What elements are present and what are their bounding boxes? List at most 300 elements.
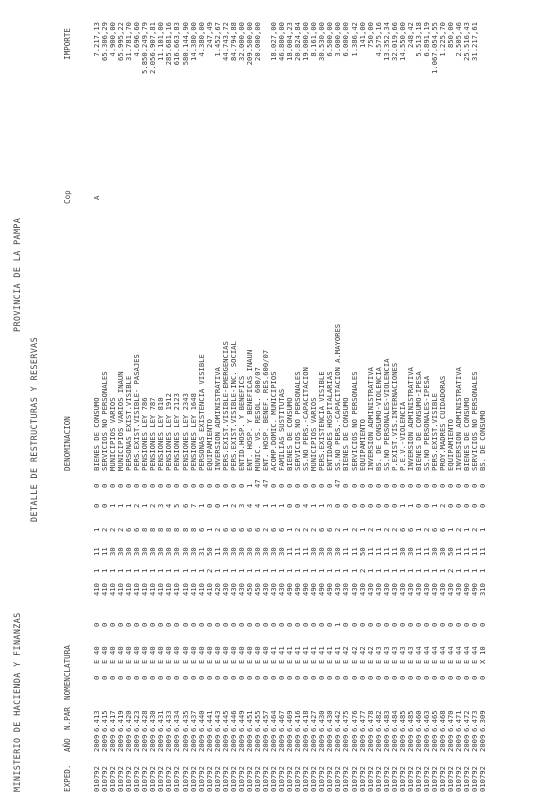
- row-code-m: 0: [413, 675, 423, 680]
- row-code-g: 1: [285, 527, 295, 532]
- row-code-b: 0: [381, 622, 391, 627]
- row-expediente: 010792: [100, 766, 110, 792]
- row-code-e: E: [92, 659, 101, 664]
- row-code-c: 430: [429, 583, 439, 596]
- row-code-m: 0: [140, 675, 150, 680]
- row-code-i: 0: [413, 483, 423, 488]
- row-code-i: 0: [277, 483, 287, 488]
- row-code-i: 0: [293, 483, 303, 488]
- row-code-b: 0: [132, 622, 142, 627]
- row-expediente: 010792: [381, 766, 391, 792]
- row-code-e: E: [156, 659, 166, 664]
- row-code-d: 1: [236, 568, 246, 573]
- row-anio: 2009: [405, 734, 415, 752]
- row-npar: 6.428: [140, 710, 150, 732]
- row-code-m: 0: [470, 675, 480, 680]
- row-code-c: 430: [349, 583, 359, 596]
- row-code-m: 0: [397, 675, 407, 680]
- row-importe: 32.019,66: [389, 22, 399, 61]
- row-code-d: 1: [212, 568, 222, 573]
- row-code-d: 1: [309, 568, 319, 573]
- row-code-e: E: [429, 659, 439, 664]
- row-code-e: E: [405, 659, 415, 664]
- row-code-c: 410: [148, 583, 158, 596]
- row-code-g: 2: [333, 527, 343, 532]
- row-importe: 247,49: [204, 22, 214, 48]
- row-code-d: 1: [260, 568, 270, 573]
- row-anio: 2009: [293, 734, 303, 752]
- row-anio: 2009: [325, 734, 335, 752]
- row-anio: 2009: [470, 734, 480, 752]
- row-code-e: E: [365, 659, 375, 664]
- row-code-i: 0: [269, 483, 279, 488]
- row-anio: 2009: [454, 734, 464, 752]
- row-code-m: 0: [244, 675, 254, 680]
- row-code-m: 0: [373, 675, 383, 680]
- row-code-a: 43: [397, 646, 407, 655]
- row-code-d: 1: [164, 568, 174, 573]
- row-code-m: 0: [148, 675, 158, 680]
- row-denominacion: PERS.EXISTENCIA VISIBLE: [317, 371, 327, 471]
- row-code-g: 1: [446, 527, 456, 532]
- row-anio: 2009: [349, 734, 359, 752]
- row-code-m: 0: [357, 675, 367, 680]
- row-code-d: 1: [478, 568, 488, 573]
- row-code-f: 30: [252, 547, 262, 556]
- row-expediente: 010792: [269, 766, 279, 792]
- row-code-g: 6: [397, 527, 407, 532]
- row-expediente: 010792: [405, 766, 415, 792]
- row-code-m: 0: [220, 675, 230, 680]
- row-npar: 6.443: [212, 710, 222, 732]
- row-code-h: 7: [188, 503, 198, 508]
- row-npar: 6.471: [454, 710, 464, 732]
- row-npar: 6.413: [92, 710, 101, 732]
- row-code-g: 2: [212, 527, 222, 532]
- row-code-c: 420: [212, 583, 222, 596]
- row-code-h: 1: [397, 503, 407, 508]
- row-anio: 2009: [389, 734, 399, 752]
- row-code-c: 430: [260, 583, 270, 596]
- row-code-i: 0: [196, 483, 206, 488]
- row-importe: 8.161,00: [309, 22, 319, 57]
- row-code-d: 2: [204, 568, 214, 573]
- row-anio: 2009: [365, 734, 375, 752]
- row-code-m: 0: [156, 675, 166, 680]
- row-code-h: 5: [172, 503, 182, 508]
- row-code-e: E: [132, 659, 142, 664]
- row-code-d: 1: [462, 568, 472, 573]
- row-code-a: 40: [172, 646, 182, 655]
- row-code-m: 0: [389, 675, 399, 680]
- row-denominacion: SS.NO PERS.-CAPACITACION: [301, 367, 311, 471]
- row-code-a: 43: [373, 646, 383, 655]
- row-code-a: 42: [341, 646, 351, 655]
- row-code-b: 1: [333, 622, 343, 627]
- row-code-a: 40: [212, 646, 222, 655]
- row-code-f: 30: [429, 547, 439, 556]
- row-code-d: 1: [277, 568, 287, 573]
- row-code-m: 0: [478, 675, 488, 680]
- table-row: [479, 0, 487, 812]
- row-code-i: 0: [397, 483, 407, 488]
- row-code-b: 0: [212, 622, 222, 627]
- row-importe: 19.000,00: [301, 22, 311, 61]
- row-code-g: 2: [309, 527, 319, 532]
- row-code-a: 41: [309, 646, 319, 655]
- row-expediente: 010792: [446, 766, 456, 792]
- row-code-e: E: [285, 659, 295, 664]
- row-code-f: 50: [357, 547, 367, 556]
- row-code-i: 0: [228, 483, 238, 488]
- row-expediente: 010792: [357, 766, 367, 792]
- row-code-a: 40: [156, 646, 166, 655]
- row-code-e: E: [116, 659, 126, 664]
- row-npar: 6.431: [156, 710, 166, 732]
- row-code-b: 0: [373, 622, 383, 627]
- row-code-b: 0: [446, 622, 456, 627]
- row-code-d: 1: [421, 568, 431, 573]
- row-code-e: E: [188, 659, 198, 664]
- row-code-g: 6: [317, 527, 327, 532]
- row-code-d: 1: [333, 568, 343, 573]
- row-code-c: 430: [277, 583, 287, 596]
- row-anio: 2009: [140, 734, 150, 752]
- row-npar: 6.449: [236, 710, 246, 732]
- row-anio: 2009: [188, 734, 198, 752]
- col-nomenclatura: NOMENCLATURA: [63, 645, 72, 700]
- row-code-a: 40: [188, 646, 198, 655]
- row-code-a: 41: [285, 646, 295, 655]
- row-code-g: 2: [116, 527, 126, 532]
- row-code-h: 2: [438, 503, 448, 508]
- row-code-b: 0: [220, 622, 230, 627]
- row-code-h: 0: [92, 503, 101, 508]
- row-expediente: 010792: [349, 766, 359, 792]
- row-expediente: 010792: [301, 766, 311, 792]
- row-code-b: 0: [285, 622, 295, 627]
- row-denominacion: PERS.EXIST.VISIBLE- PASAJES: [132, 354, 142, 471]
- row-denominacion: SS.NO PERSONALES-IPESA: [421, 375, 431, 471]
- row-code-d: 1: [438, 568, 448, 573]
- row-code-c: 410: [204, 583, 214, 596]
- row-expediente: 010792: [277, 766, 287, 792]
- row-code-i: 0: [357, 483, 367, 488]
- row-code-f: 11: [301, 547, 311, 556]
- row-code-g: 6: [438, 527, 448, 532]
- row-code-f: 50: [446, 547, 456, 556]
- row-denominacion: ENTIDADES HOSPITALARIAS: [325, 371, 335, 471]
- row-code-h: 4: [244, 503, 254, 508]
- row-code-g: 6: [124, 527, 134, 532]
- row-expediente: 010792: [156, 766, 166, 792]
- row-code-c: 490: [293, 583, 303, 596]
- row-code-a: 40: [124, 646, 134, 655]
- row-code-a: 42: [349, 646, 359, 655]
- row-denominacion: EQUIPAMIENTO: [357, 419, 367, 471]
- row-code-i: 0: [236, 483, 246, 488]
- row-code-f: 11: [100, 547, 110, 556]
- row-code-m: 0: [317, 675, 327, 680]
- row-code-h: 0: [413, 503, 423, 508]
- row-code-h: 3: [325, 503, 335, 508]
- row-code-e: E: [108, 659, 118, 664]
- row-code-e: E: [212, 659, 222, 664]
- row-denominacion: FAMILIAS SUSTITUTAS: [277, 388, 287, 471]
- row-code-f: 31: [196, 547, 206, 556]
- row-code-h: 0: [454, 503, 464, 508]
- row-denominacion: BIENES DE CONSUMO: [462, 397, 472, 471]
- row-code-i: 0: [389, 483, 399, 488]
- row-code-b: 0: [397, 622, 407, 627]
- row-code-f: 30: [269, 547, 279, 556]
- row-code-d: 1: [220, 568, 230, 573]
- row-code-h: 0: [212, 503, 222, 508]
- row-code-d: 1: [228, 568, 238, 573]
- row-code-g: 6: [220, 527, 230, 532]
- row-code-b: 0: [252, 622, 262, 627]
- row-code-i: 0: [405, 483, 415, 488]
- row-anio: 2009: [277, 734, 287, 752]
- row-expediente: 010792: [116, 766, 126, 792]
- cop-marker: A: [92, 195, 101, 200]
- row-code-d: 1: [454, 568, 464, 573]
- row-denominacion: EQUIPAMIENTO: [446, 419, 456, 471]
- row-code-f: 30: [333, 547, 343, 556]
- row-expediente: 010792: [325, 766, 335, 792]
- row-importe: 5.850.249,79: [140, 22, 150, 74]
- row-code-c: 490: [325, 583, 335, 596]
- row-code-i: 0: [164, 483, 174, 488]
- row-code-f: 30: [438, 547, 448, 556]
- row-code-c: 430: [333, 583, 343, 596]
- row-expediente: 010792: [333, 766, 343, 792]
- row-code-g: 6: [429, 527, 439, 532]
- row-npar: 6.419: [116, 710, 126, 732]
- row-anio: 2009: [220, 734, 230, 752]
- row-denominacion: PENSIONES LEY 810: [156, 397, 166, 471]
- row-denominacion: PERS.EXIST.VISIBLE: [429, 393, 439, 471]
- row-code-h: 3: [236, 503, 246, 508]
- row-code-g: 2: [421, 527, 431, 532]
- row-importe: 13.352,34: [381, 22, 391, 61]
- ministry-title: MINISTERIO DE HACIENDA Y FINANZAS: [12, 612, 22, 792]
- row-code-e: E: [140, 659, 150, 664]
- row-expediente: 010792: [293, 766, 303, 792]
- row-code-a: 40: [196, 646, 206, 655]
- row-code-i: 0: [212, 483, 222, 488]
- row-importe: 7.217,13: [92, 22, 101, 57]
- row-code-a: 41: [317, 646, 327, 655]
- row-expediente: 010792: [285, 766, 295, 792]
- row-expediente: 010792: [140, 766, 150, 792]
- row-code-a: 44: [421, 646, 431, 655]
- row-code-b: 0: [317, 622, 327, 627]
- row-anio: 2009: [333, 734, 343, 752]
- row-code-i: 0: [180, 483, 190, 488]
- row-code-d: 1: [140, 568, 150, 573]
- row-code-h: 1: [269, 503, 279, 508]
- row-code-a: 42: [357, 646, 367, 655]
- row-code-c: 410: [196, 583, 206, 596]
- row-importe: 65.995,22: [116, 22, 126, 61]
- row-importe: 4.380,00: [196, 22, 206, 57]
- row-importe: 4.900,00: [108, 22, 118, 57]
- row-npar: 6.482: [373, 710, 383, 732]
- row-code-g: 2: [349, 527, 359, 532]
- row-code-a: 40: [108, 646, 118, 655]
- row-code-e: E: [389, 659, 399, 664]
- row-code-a: 43: [405, 646, 415, 655]
- row-npar: 6.415: [100, 710, 110, 732]
- row-code-e: E: [293, 659, 303, 664]
- row-npar: 6.457: [260, 710, 270, 732]
- row-code-h: 0: [381, 503, 391, 508]
- row-anio: 2009: [100, 734, 110, 752]
- row-code-h: 1: [260, 503, 270, 508]
- row-code-e: E: [164, 659, 174, 664]
- row-code-e: E: [438, 659, 448, 664]
- row-code-b: 0: [100, 622, 110, 627]
- row-code-b: 0: [92, 622, 101, 627]
- row-importe: 20.000,00: [252, 22, 262, 61]
- row-importe: 25.516,43: [462, 22, 472, 61]
- row-importe: 209.500,00: [244, 22, 254, 66]
- row-code-d: 1: [341, 568, 351, 573]
- row-code-h: 1: [429, 503, 439, 508]
- row-code-a: 44: [470, 646, 480, 655]
- row-code-i: 0: [341, 483, 351, 488]
- row-code-f: 30: [220, 547, 230, 556]
- row-importe: 31.781,70: [124, 22, 134, 61]
- row-code-g: 1: [413, 527, 423, 532]
- row-anio: 2009: [381, 734, 391, 752]
- row-code-h: 0: [421, 503, 431, 508]
- row-code-c: 430: [438, 583, 448, 596]
- row-code-c: 430: [357, 583, 367, 596]
- col-anio: AÑO: [63, 738, 72, 752]
- row-expediente: 010792: [180, 766, 190, 792]
- row-code-i: 0: [349, 483, 359, 488]
- row-code-b: 0: [156, 622, 166, 627]
- row-code-e: E: [413, 659, 423, 664]
- row-code-g: 2: [470, 527, 480, 532]
- row-anio: 2009: [301, 734, 311, 752]
- row-code-d: 1: [132, 568, 142, 573]
- row-code-m: 0: [164, 675, 174, 680]
- table-row: [439, 0, 447, 812]
- row-code-h: 0: [373, 503, 383, 508]
- row-code-g: 2: [454, 527, 464, 532]
- row-denominacion: SS.NO PERS.-CAPACITACION A.MAYORES: [333, 323, 343, 471]
- row-npar: 6.472: [462, 710, 472, 732]
- row-code-a: 40: [140, 646, 150, 655]
- row-code-d: 1: [100, 568, 110, 573]
- row-code-i: 0: [156, 483, 166, 488]
- row-code-a: 40: [116, 646, 126, 655]
- row-code-h: 1: [309, 503, 319, 508]
- row-code-e: E: [180, 659, 190, 664]
- row-code-f: 11: [462, 547, 472, 556]
- row-code-b: 0: [429, 622, 439, 627]
- row-code-c: 410: [116, 583, 126, 596]
- row-code-g: 2: [381, 527, 391, 532]
- row-code-f: 30: [172, 547, 182, 556]
- row-anio: 2009: [462, 734, 472, 752]
- row-expediente: 010792: [172, 766, 182, 792]
- row-code-a: 43: [389, 646, 399, 655]
- row-importe: 141,00: [357, 22, 367, 48]
- row-code-g: 2: [293, 527, 303, 532]
- row-code-d: 1: [293, 568, 303, 573]
- row-code-c: 410: [92, 583, 101, 596]
- row-code-c: 430: [341, 583, 351, 596]
- row-code-i: 47: [333, 479, 343, 488]
- row-code-g: 6: [228, 527, 238, 532]
- row-expediente: 010792: [462, 766, 472, 792]
- row-denominacion: ENT. HOSP. BENEF. RES.600/07: [260, 349, 270, 471]
- row-denominacion: BIENES DE CONSUMO: [341, 397, 351, 471]
- row-code-b: 0: [309, 622, 319, 627]
- row-code-f: 11: [285, 547, 295, 556]
- row-code-f: 11: [341, 547, 351, 556]
- row-anio: 2009: [285, 734, 295, 752]
- row-code-i: 0: [317, 483, 327, 488]
- row-code-e: E: [454, 659, 464, 664]
- row-code-i: 0: [108, 483, 118, 488]
- row-code-f: 30: [188, 547, 198, 556]
- row-expediente: 010792: [429, 766, 439, 792]
- row-denominacion: PERSONAS EXISTENCIA VISIBLE: [196, 354, 206, 471]
- row-denominacion: INVERSION ADMINISTRATIVA: [405, 367, 415, 471]
- row-code-m: 0: [204, 675, 214, 680]
- row-code-f: 30: [140, 547, 150, 556]
- row-code-g: 1: [341, 527, 351, 532]
- row-anio: 2009: [341, 734, 351, 752]
- row-code-i: 0: [429, 483, 439, 488]
- row-code-a: 40: [244, 646, 254, 655]
- table-body: [93, 0, 487, 812]
- row-code-g: 6: [244, 527, 254, 532]
- row-code-c: 490: [470, 583, 480, 596]
- row-importe: 248,42: [405, 22, 415, 48]
- row-code-b: 0: [228, 622, 238, 627]
- row-denominacion: SERVICIOS NO PERSONALES: [349, 371, 359, 471]
- row-anio: 2009: [92, 734, 101, 752]
- row-expediente: 010792: [92, 766, 101, 792]
- row-code-m: 0: [462, 675, 472, 680]
- row-denominacion: PENSIONES LEY 1912: [164, 393, 174, 471]
- row-code-d: 1: [188, 568, 198, 573]
- row-code-i: 47: [260, 479, 270, 488]
- row-code-f: 30: [108, 547, 118, 556]
- row-expediente: 010792: [148, 766, 158, 792]
- row-npar: 6.430: [317, 710, 327, 732]
- row-code-m: 0: [260, 675, 270, 680]
- row-denominacion: BIENES DE CONSUMO: [92, 397, 101, 471]
- row-npar: 6.465: [429, 710, 439, 732]
- row-denominacion: PERS.EXIST.VISIBLE-EMERGENCIAS: [220, 341, 230, 471]
- row-npar: 6.435: [180, 710, 190, 732]
- row-code-e: X: [478, 659, 488, 664]
- row-anio: 2009: [236, 734, 246, 752]
- row-expediente: 010792: [317, 766, 327, 792]
- row-code-b: 0: [180, 622, 190, 627]
- row-code-i: 0: [204, 483, 214, 488]
- row-expediente: 010792: [164, 766, 174, 792]
- row-expediente: 010792: [389, 766, 399, 792]
- row-code-b: 0: [341, 622, 351, 627]
